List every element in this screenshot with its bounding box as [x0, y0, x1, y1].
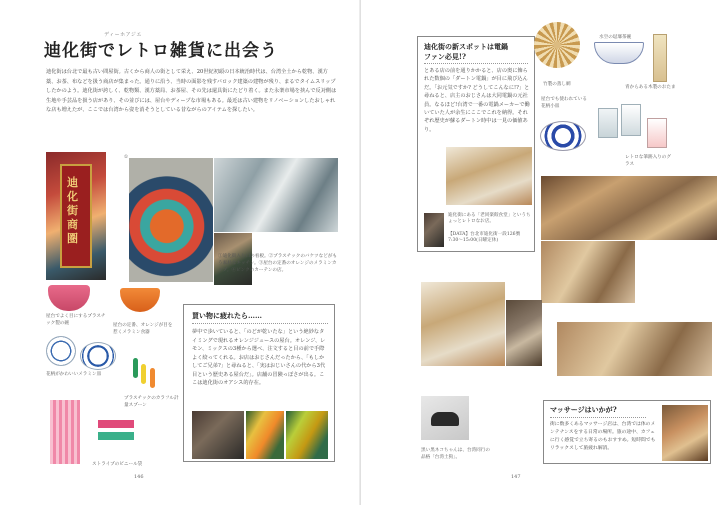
page-title: 迪化街でレトロ雑貨に出会う — [44, 41, 278, 61]
basket-shop-photo — [541, 176, 717, 240]
item-caption: プラスチックのカラフル計量スプーン — [124, 396, 179, 408]
rice-cooker-shop-photo — [446, 147, 532, 205]
glass-image — [647, 118, 667, 148]
basket-display-photo — [557, 322, 712, 376]
massage-column — [543, 400, 711, 464]
juice-cups-photo — [286, 411, 328, 459]
intro-text: 迪化街は台北で最も古い問屋街。古くから商人の街として栄え、20世紀初頭の日本統治時代は、台湾全土から乾物、漢方薬、お茶、布などを扱う商店が集まった。通りに沿う、当時の面影を残すバロック建築の建物が残り、まるでタイムスリップしたかのよう。迪化街が誇しく、乾物類、漢方薬局、お茶屋、その先は還具街にたどり着く。また永楽市場を挟んで反対側は生地や手芸品を扱う店があり、その並びには、屋台やディープな市場もある。最近は古い建物をリノベーションしたおしゃれな店も増えたが、ここでは台湾から姿を消そうとしている昔ながらのアイテムを探したい。 — [46, 69, 337, 113]
photo-number: ① — [124, 155, 129, 160]
right-page — [361, 0, 721, 505]
kitchen-goods-photo — [421, 282, 505, 366]
massage-photo — [662, 405, 708, 461]
item-caption: ストライプのビニール袋 — [92, 462, 143, 467]
main-photo-caption: ①迪化街入り口の看板。②プラスチックのバケツなどがもう素朴なキッチン。③屋台の定番のオレンジのメラミンカップ。④ピンクのカーテンの店。 — [218, 254, 338, 273]
measuring-spoon-image — [133, 358, 138, 378]
item-caption: 屋台の定番、オレンジが目を惹くメラミン食器 — [113, 323, 173, 335]
new-spot-text: とある店の前を通りかかると、店の奥に飾られた数個の「ダートン電鍋」が目に飛び込んだ。「お元気ですか? どうしてこんなに!?」と尋ねると、店主のおじさんは大同電鍋の元社員。なるほど!台湾で一番の電鍋メーカーで働いていた人が余生にここでこれを納得。それぞれ歴史が蘇るダートン時中は一見の価値あり。 — [424, 68, 530, 133]
shop-info: 【DATA】台北市迪化街一段126號 7:30〜15:00(日曜定休) — [448, 232, 521, 244]
bamboo-steamer-image — [534, 22, 580, 68]
goods-caption: 竹製の蒸し網 — [543, 82, 571, 87]
shopping-column — [183, 304, 335, 462]
bowls-photo — [129, 158, 213, 282]
new-spot-heading: 迪化街の新スポットは電鍋ファン必見!? — [424, 42, 508, 61]
fruit-photo — [246, 411, 284, 459]
item-caption: 花柄がかわいいメラミン皿 — [46, 372, 102, 377]
flower-plate-image — [80, 342, 116, 370]
glassware-photo — [214, 158, 338, 232]
plastic-bowl-image — [48, 285, 90, 311]
shopping-text: 夢中で歩いていると、「のどが乾いたな」という絶妙なタイミングで現れるオレンジジュースの屋台。オレンジ、レモン、ミックスの3種から選べ、注文すると目の前で手際よく絞ってくれる。お店はおじさんだったから、「もしかしてご兄弟?」と尋ねると、「実はおじいさんの代から3代目という歴史ある屋台だ」。店舗の冒険っぽさが出る。ここは迪化街のオアシス的存在。 — [192, 329, 326, 386]
goods-caption: 屋台でも使われている花柄小皿 — [541, 97, 587, 109]
massage-heading: マッサージはいかが? — [550, 405, 617, 414]
left-page — [0, 0, 360, 505]
goods-caption: 水空の琺瑯茶碗 — [599, 35, 632, 40]
measuring-spoon-image — [150, 368, 155, 388]
goods-caption: 青からある木製のおたま — [625, 85, 676, 90]
glass-image — [621, 104, 641, 136]
store-interior-photo — [506, 300, 542, 366]
street-sign-photo: 迪 化 街 商 圏 — [46, 152, 106, 280]
glass-image — [598, 108, 618, 138]
cat-caption: 黒い黒ネコちゃんは、台湾同行の品格「台湾土狗」。 — [421, 448, 490, 460]
item-caption: 屋台でよく目にするプラスチック製の碗 — [46, 314, 106, 326]
shopping-heading: 買い物に疲れたら…… — [192, 311, 262, 320]
pink-scraper-image — [98, 420, 134, 428]
massage-text: 街に数多くあるマッサージ店は、台湾では体のメンテナンスをする日常の場所。旅の途中、カフェに行く感覚で立ち寄るのもおすすめ。短時間でもリラックスして旅疲れ解消。 — [550, 422, 656, 451]
flower-plate-image — [46, 336, 76, 366]
page-number: 146 — [134, 474, 144, 480]
cat-statue-photo — [421, 396, 469, 440]
new-spot-column — [417, 36, 535, 252]
shop-front-photo — [424, 213, 444, 247]
plastic-bag-image — [50, 400, 80, 464]
melamine-bowl-image — [120, 288, 160, 312]
measuring-spoon-image — [141, 364, 146, 384]
green-scraper-image — [98, 432, 134, 440]
goods-caption: レトロな筆跡入りのグラス — [625, 155, 671, 167]
juice-stand-photo — [192, 411, 244, 459]
woven-baskets-photo — [541, 241, 635, 303]
flower-dish-image — [540, 121, 586, 151]
title-ruby: ディーホアジエ — [104, 32, 142, 38]
enamel-bowl-image — [594, 42, 644, 64]
page-number: 147 — [511, 474, 521, 480]
shop-caption: 迪化街にある「老同楽餃食堂」というちょっとレトロなお店。 — [448, 213, 531, 225]
wooden-scoop-image — [653, 34, 667, 82]
